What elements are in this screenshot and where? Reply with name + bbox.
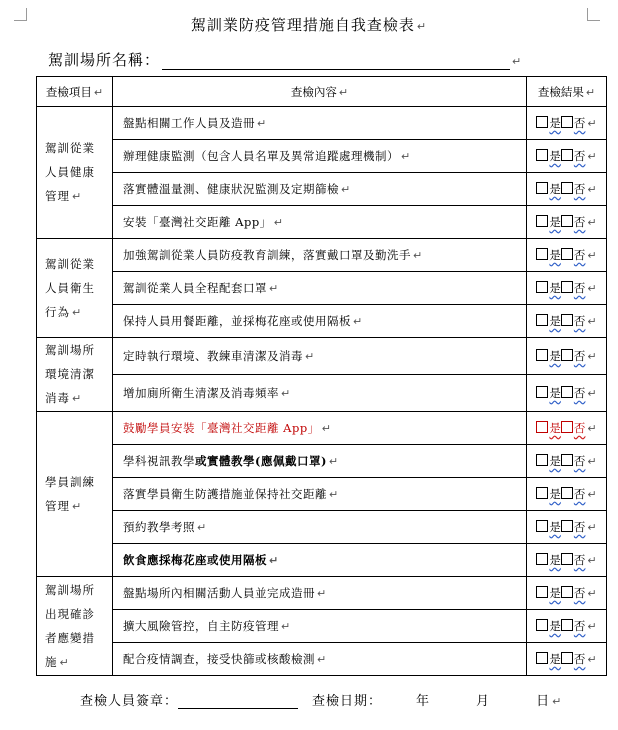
no-label: 否 (573, 248, 586, 262)
checklist-body (37, 107, 607, 676)
yes-checkbox[interactable] (536, 553, 548, 565)
result-cell (527, 272, 607, 305)
no-checkbox[interactable] (561, 116, 573, 128)
result-cell (527, 610, 607, 643)
paragraph-mark-icon: ↵ (341, 183, 351, 196)
check-item-text (113, 643, 527, 676)
no-checkbox[interactable] (561, 487, 573, 499)
yes-checkbox[interactable] (536, 586, 548, 598)
item-text: 保持人員用餐距離，並採梅花座或使用隔板 (123, 314, 351, 328)
venue-name-field[interactable] (48, 49, 522, 70)
yes-label: 是 (549, 215, 561, 229)
yes-label: 是 (549, 619, 561, 633)
result-cell (527, 375, 607, 412)
paragraph-mark-icon: ↵ (587, 216, 597, 229)
paragraph-mark-icon: ↵ (587, 455, 597, 468)
no-checkbox[interactable] (561, 454, 573, 466)
category-cell (37, 412, 113, 577)
yes-label: 是 (549, 421, 561, 435)
result-cell (527, 338, 607, 375)
paragraph-mark-icon: ↵ (587, 249, 597, 262)
category-label: 學員訓練管理 (45, 474, 95, 513)
table-row (37, 577, 607, 610)
result-cell (527, 577, 607, 610)
result-cell (527, 544, 607, 577)
category-label: 駕訓場所出現確診者應變措施 (45, 582, 95, 669)
yes-label: 是 (549, 281, 561, 295)
yes-label: 是 (549, 349, 561, 363)
paragraph-mark-icon: ↵ (587, 150, 597, 163)
paragraph-mark-icon: ↵ (587, 282, 597, 295)
item-text: 辦理健康監測（包含人員名單及異常追蹤處理機制） (123, 149, 399, 163)
yes-checkbox[interactable] (536, 454, 548, 466)
inspector-signature-field[interactable] (178, 696, 298, 709)
year-label: 年 (416, 694, 431, 709)
paragraph-mark-icon: ↵ (587, 554, 597, 567)
document-title (0, 14, 618, 35)
no-checkbox[interactable] (561, 421, 573, 433)
check-item-text (113, 544, 527, 577)
paragraph-mark-icon: ↵ (416, 20, 428, 33)
check-item-text (113, 412, 527, 445)
paragraph-mark-icon: ↵ (413, 249, 423, 262)
day-label: 日 (536, 694, 551, 709)
table-row (37, 412, 607, 445)
no-label: 否 (573, 487, 586, 501)
check-item-text (113, 338, 527, 375)
item-text: 預約教學考照 (123, 520, 195, 534)
item-text: 增加廁所衛生清潔及消毒頻率 (123, 386, 279, 400)
category-label: 駕訓從業人員衛生行為 (45, 256, 95, 319)
no-checkbox[interactable] (561, 248, 573, 260)
paragraph-mark-icon: ↵ (587, 521, 597, 534)
yes-label: 是 (549, 116, 561, 130)
table-header-row (37, 77, 607, 107)
check-item-text (113, 239, 527, 272)
yes-checkbox[interactable] (536, 248, 548, 260)
result-cell (527, 412, 607, 445)
venue-name-label: 駕訓場所名稱： (48, 51, 161, 69)
header-category: 查檢項目 ↵ (37, 77, 113, 107)
paragraph-mark-icon: ↵ (72, 190, 83, 203)
no-label: 否 (573, 454, 586, 468)
result-cell (527, 478, 607, 511)
paragraph-mark-icon: ↵ (317, 587, 327, 600)
paragraph-mark-icon: ↵ (269, 282, 279, 295)
paragraph-mark-icon: ↵ (321, 422, 332, 435)
paragraph-mark-icon: ↵ (273, 216, 284, 229)
category-cell (37, 107, 113, 239)
yes-checkbox[interactable] (536, 149, 548, 161)
table-row (37, 305, 607, 338)
paragraph-mark-icon: ↵ (72, 499, 83, 513)
result-cell (527, 239, 607, 272)
check-item-text (113, 206, 527, 239)
category-label: 駕訓場所環境清潔消毒 (45, 343, 95, 405)
paragraph-mark-icon: ↵ (587, 117, 597, 130)
table-row (37, 478, 607, 511)
no-label: 否 (573, 281, 586, 295)
paragraph-mark-icon: ↵ (587, 350, 597, 363)
yes-checkbox[interactable] (536, 349, 548, 361)
paragraph-mark-icon: ↵ (587, 183, 597, 196)
no-checkbox[interactable] (561, 386, 573, 398)
item-text: 盤點場所內相關活動人員並完成造冊 (123, 586, 315, 600)
paragraph-mark-icon: ↵ (587, 422, 597, 435)
check-item-text (113, 272, 527, 305)
no-checkbox[interactable] (561, 314, 573, 326)
paragraph-mark-icon: ↵ (401, 150, 411, 163)
item-text: 定時執行環境、教練車清潔及消毒 (123, 349, 303, 363)
paragraph-mark-icon: ↵ (281, 387, 291, 400)
no-label: 否 (573, 182, 586, 196)
no-label: 否 (573, 314, 586, 328)
table-row (37, 140, 607, 173)
yes-label: 是 (549, 586, 561, 600)
category-label: 駕訓從業人員健康管理 (45, 141, 95, 203)
yes-label: 是 (549, 487, 561, 501)
table-row (37, 445, 607, 478)
check-item-text (113, 610, 527, 643)
no-checkbox[interactable] (561, 520, 573, 532)
header-content: 查檢內容 ↵ (113, 77, 527, 107)
yes-checkbox[interactable] (536, 487, 548, 499)
result-cell (527, 140, 607, 173)
check-item-text (113, 375, 527, 412)
no-label: 否 (573, 652, 586, 666)
no-checkbox[interactable] (561, 586, 573, 598)
item-text: 安裝「臺灣社交距離 App」 (123, 215, 272, 229)
check-item-text (113, 305, 527, 338)
check-item-text (113, 577, 527, 610)
category-cell (37, 239, 113, 338)
yes-checkbox[interactable] (536, 520, 548, 532)
table-row (37, 544, 607, 577)
date-label: 查檢日期： (312, 694, 383, 709)
paragraph-mark-icon: ↵ (72, 392, 83, 405)
item-text: 落實體溫量測、健康狀況監測及定期篩檢 (123, 182, 339, 196)
item-text: 盤點相關工作人員及造冊 (123, 116, 255, 130)
check-item-text (113, 511, 527, 544)
no-label: 否 (573, 520, 586, 534)
yes-label: 是 (549, 652, 561, 666)
yes-checkbox[interactable] (536, 116, 548, 128)
yes-label: 是 (549, 248, 561, 262)
table-row (37, 272, 607, 305)
yes-checkbox[interactable] (536, 619, 548, 631)
yes-label: 是 (549, 314, 561, 328)
item-text: 配合疫情調查，接受快篩或核酸檢測 (123, 652, 315, 666)
yes-checkbox[interactable] (536, 281, 548, 293)
category-cell (37, 338, 113, 412)
no-checkbox[interactable] (561, 619, 573, 631)
item-text: 擴大風險管控，自主防疫管理 (123, 619, 279, 633)
category-cell (37, 577, 113, 676)
no-checkbox[interactable] (561, 349, 573, 361)
paragraph-mark-icon: ↵ (587, 315, 597, 328)
month-label: 月 (476, 694, 491, 709)
yes-label: 是 (549, 182, 561, 196)
item-text: 飲食應採梅花座或使用隔板 (123, 553, 267, 567)
no-checkbox[interactable] (561, 281, 573, 293)
paragraph-mark-icon: ↵ (197, 521, 207, 534)
no-label: 否 (573, 586, 586, 600)
no-checkbox[interactable] (561, 182, 573, 194)
no-checkbox[interactable] (561, 215, 573, 227)
table-row (37, 375, 607, 412)
paragraph-mark-icon: ↵ (587, 620, 597, 633)
no-label: 否 (573, 116, 586, 130)
yes-checkbox[interactable] (536, 215, 548, 227)
result-cell (527, 511, 607, 544)
item-text: 駕訓從業人員全程配套口罩 (123, 281, 267, 295)
no-label: 否 (573, 619, 586, 633)
paragraph-mark-icon: ↵ (329, 488, 339, 501)
check-item-text (113, 173, 527, 206)
no-checkbox[interactable] (561, 652, 573, 664)
result-cell (527, 305, 607, 338)
yes-checkbox[interactable] (536, 652, 548, 664)
yes-label: 是 (549, 553, 561, 567)
check-item-text (113, 107, 527, 140)
no-label: 否 (573, 553, 586, 567)
yes-checkbox[interactable] (536, 182, 548, 194)
check-item-text (113, 445, 527, 478)
paragraph-mark-icon: ↵ (59, 655, 70, 669)
yes-label: 是 (549, 386, 561, 400)
table-row (37, 643, 607, 676)
paragraph-mark-icon: ↵ (353, 315, 363, 328)
table-row (37, 338, 607, 375)
paragraph-mark-icon: ↵ (328, 455, 339, 468)
checklist-table (36, 76, 607, 676)
yes-checkbox[interactable] (536, 421, 548, 433)
paragraph-mark-icon: ↵ (305, 350, 315, 363)
table-row (37, 610, 607, 643)
inspector-label: 查檢人員簽章： (80, 694, 179, 709)
check-item-text (113, 140, 527, 173)
no-label: 否 (573, 215, 586, 229)
item-text-part: 學科視訊教學 (123, 454, 195, 468)
paragraph-mark-icon: ↵ (587, 387, 597, 400)
table-row (37, 206, 607, 239)
no-label: 否 (573, 349, 586, 363)
table-row (37, 511, 607, 544)
item-text: 鼓勵學員安裝「臺灣社交距離 App」 (123, 421, 320, 435)
table-row (37, 107, 607, 140)
no-checkbox[interactable] (561, 149, 573, 161)
no-label: 否 (573, 421, 586, 435)
paragraph-mark-icon: ↵ (587, 587, 597, 600)
paragraph-mark-icon: ↵ (281, 620, 291, 633)
paragraph-mark-icon: ↵ (587, 488, 597, 501)
footer-signature-line (80, 690, 562, 709)
no-label: 否 (573, 386, 586, 400)
result-cell (527, 173, 607, 206)
paragraph-mark-icon: ↵ (257, 117, 267, 130)
item-text: 加強駕訓從業人員防疫教育訓練，落實戴口罩及勤洗手 (123, 248, 411, 262)
paragraph-mark-icon: ↵ (512, 55, 523, 68)
item-text: 落實學員衛生防護措施並保持社交距離 (123, 487, 327, 501)
paragraph-mark-icon: ↵ (269, 554, 279, 567)
check-item-text (113, 478, 527, 511)
paragraph-mark-icon: ↵ (317, 653, 327, 666)
paragraph-mark-icon: ↵ (72, 305, 83, 319)
no-checkbox[interactable] (561, 553, 573, 565)
result-cell (527, 445, 607, 478)
result-cell (527, 107, 607, 140)
yes-checkbox[interactable] (536, 314, 548, 326)
table-row (37, 239, 607, 272)
table-row (37, 173, 607, 206)
item-text-bold-part: 或實體教學(應佩戴口罩) (195, 454, 327, 468)
header-result: 查檢結果 ↵ (527, 77, 607, 107)
yes-label: 是 (549, 149, 561, 163)
no-label: 否 (573, 149, 586, 163)
yes-label: 是 (549, 454, 561, 468)
document-title-text: 駕訓業防疫管理措施自我查檢表 (190, 16, 415, 34)
yes-checkbox[interactable] (536, 386, 548, 398)
result-cell (527, 643, 607, 676)
venue-name-underline (162, 53, 510, 70)
paragraph-mark-icon: ↵ (552, 695, 563, 708)
result-cell (527, 206, 607, 239)
yes-label: 是 (549, 520, 561, 534)
paragraph-mark-icon: ↵ (587, 653, 597, 666)
